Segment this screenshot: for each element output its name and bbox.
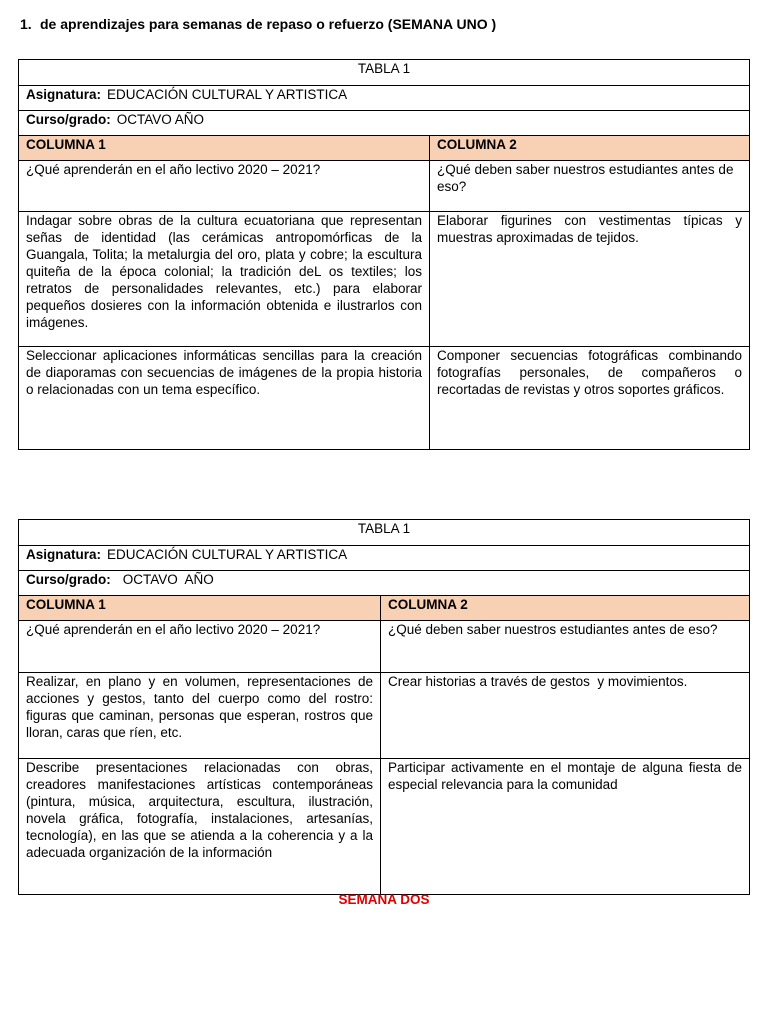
asignatura-row [19,86,750,111]
asignatura-label: Asignatura: [26,547,102,562]
curso-label: Curso/grado: [26,572,111,587]
table-cell: Realizar, en plano y en volumen, representaciones de acciones y gestos, tanto del cuerpo como del rostro: figuras que caminan, personas que esperan, rostros que lloran, caras que ríen, etc. [19,673,381,759]
table-caption: TABLA 1 [19,60,750,86]
curso-value: OCTAVO AÑO [122,572,214,587]
section-heading [20,16,496,32]
table-cell: ¿Qué aprenderán en el año lectivo 2020 – 2021? [19,161,430,212]
curso-row [19,111,750,136]
asignatura-value: EDUCACIÓN CULTURAL Y ARTISTICA [107,547,348,562]
column-1-header: COLUMNA 1 [19,136,430,161]
table-cell: Describe presentaciones relacionadas con obras, creadores manifestaciones artísticas contemporáneas (pintura, música, arquitectura, escultura, ilustración, novela gráfica, fotografía, instalaciones, artesanías, tecnología), en las que se atienda a la coherencia y a la adecuada organización de la información [19,759,381,895]
curso-row [19,571,750,596]
table-cell: Elaborar figurines con vestimentas típicas y muestras aproximadas de tejidos. [430,212,750,347]
learning-table-1 [18,59,750,450]
curso-label: Curso/grado: [26,112,111,127]
learning-table-2 [18,519,750,895]
asignatura-row [19,546,750,571]
week-two-label: SEMANA DOS [338,892,430,907]
column-2-header: COLUMNA 2 [381,596,750,621]
curso-value: OCTAVO AÑO [116,112,205,127]
table-cell: Seleccionar aplicaciones informáticas sencillas para la creación de diaporamas con secuencias de imágenes de la propia historia o relacionadas con un tema específico. [19,347,430,450]
table-cell: Crear historias a través de gestos y movimientos. [381,673,750,759]
table-cell: Indagar sobre obras de la cultura ecuatoriana que representan señas de identidad (las cerámicas antropomórficas de la Guangala, Tolita; la metalurgia del oro, plata y cobre; la escultura quiteña de la época colonial; la tradición deL os textiles; los retratos de personalidades relevantes, etc.) para elaborar pequeños dosieres con la información obtenida e ilustrarlos con imágenes. [19,212,430,347]
heading-number: 1. [20,16,32,32]
heading-text: de aprendizajes para semanas de repaso o refuerzo (SEMANA UNO ) [40,16,497,32]
asignatura-value: EDUCACIÓN CULTURAL Y ARTISTICA [107,87,348,102]
table-cell: ¿Qué aprenderán en el año lectivo 2020 – 2021? [19,621,381,673]
table-caption: TABLA 1 [19,520,750,546]
column-1-header: COLUMNA 1 [19,596,381,621]
table-cell: ¿Qué deben saber nuestros estudiantes antes de eso? [430,161,750,212]
asignatura-label: Asignatura: [26,87,102,102]
table-cell: ¿Qué deben saber nuestros estudiantes antes de eso? [381,621,750,673]
column-2-header: COLUMNA 2 [430,136,750,161]
table-cell: Participar activamente en el montaje de alguna fiesta de especial relevancia para la comunidad [381,759,750,895]
table-cell: Componer secuencias fotográficas combinando fotografías personales, de compañeros o recortadas de revistas y otros soportes gráficos. [430,347,750,450]
